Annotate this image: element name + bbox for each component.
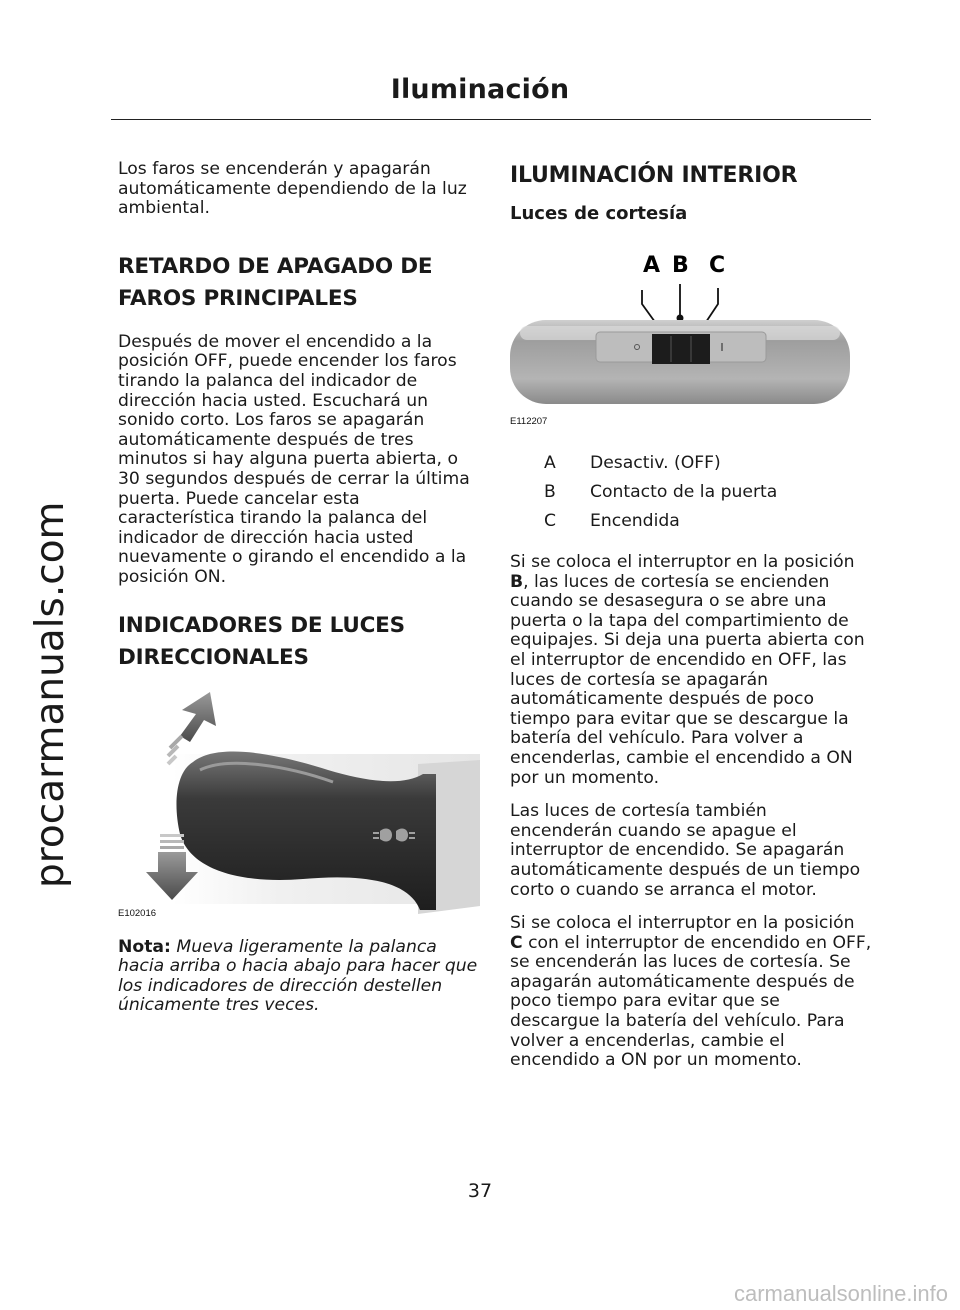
figure-label-c: C xyxy=(709,253,726,278)
figure-code: E102016 xyxy=(118,907,157,919)
legend-key: C xyxy=(544,511,557,531)
figure-label-b: B xyxy=(672,253,689,278)
courtesy-light-figure xyxy=(510,234,872,427)
legend-key: A xyxy=(544,453,556,473)
turn-signal-lever-figure xyxy=(118,674,480,924)
arrow-up-icon xyxy=(168,692,216,764)
retardo-paragraph: Después de mover el encendido a la posición OFF, puede encender los faros tirando la palanca del indicador de dirección hacia usted. Escuchará un sonido corto. Los faros se apagarán automáticamente después de tres minutos si hay alguna puerta abierta, o 30 segundos después de cerrar la última puerta. Puede cancelar esta característica tirando la palanca del indicador de dirección hacia usted nuevamente o girando el encendido a la posición ON. xyxy=(118,331,470,587)
heading-indicadores-line1: INDICADORES DE LUCES xyxy=(118,612,405,638)
legend-row xyxy=(510,454,872,483)
p1-post: , las luces de cortesía se encienden cuando se desasegura o se abre una puerta o la tapa del compartimiento de equipajes. Si deja una puerta abierta con el interruptor de encendido en OFF, las luces de cortesía se apagarán automáticamente después de poco tiempo para evitar que se descargue la batería del vehículo. Para volver a encenderlas, cambie el encendido a ON por un momento. xyxy=(510,571,865,788)
legend-value: Encendida xyxy=(590,511,680,531)
p3-pre: Si se coloca el interruptor en la posición xyxy=(510,913,855,934)
footer-watermark: carmanualsonline.info xyxy=(733,1281,948,1306)
legend-value: Desactiv. (OFF) xyxy=(590,453,721,473)
legend-key: B xyxy=(544,482,556,502)
p3-post: con el interruptor de encendido en OFF, se encenderán las luces de cortesía. Se apagarán automáticamente después de poco tiempo para evitar que se descargue la batería del vehículo. Para volver a encenderlas, cambie el encendido a ON por un momento. xyxy=(510,932,872,1071)
switch-b-paragraph xyxy=(510,553,872,788)
p1-pre: Si se coloca el interruptor en la posición xyxy=(510,552,855,572)
figure-label-a: A xyxy=(643,253,661,278)
side-watermark: procarmanuals.com xyxy=(28,501,73,888)
right-column xyxy=(510,160,872,1071)
legend-row xyxy=(510,512,872,541)
note-text: Mueva ligeramente la palanca hacia arriba o hacia abajo para hacer que los indicadores de dirección destellen únicamente tres veces. xyxy=(118,936,478,1016)
engine-off-paragraph: Las luces de cortesía también encenderán cuando se apague el interruptor de encendido. Se apagarán automáticamente después de un tiempo corto o cuando se arranca el motor. xyxy=(510,801,861,900)
heading-indicadores-line2: DIRECCIONALES xyxy=(118,644,309,670)
intro-paragraph: Los faros se encenderán y apagarán automáticamente dependiendo de la luz ambiental. xyxy=(118,159,467,219)
left-column xyxy=(118,160,480,1016)
note-paragraph xyxy=(118,938,480,1016)
switch-c-paragraph xyxy=(510,914,872,1071)
legend-row xyxy=(510,483,872,512)
heading-iluminacion-interior: ILUMINACIÓN INTERIOR xyxy=(510,163,798,188)
note-label: Nota: xyxy=(118,936,171,957)
turn-signal-lever-illustration xyxy=(118,674,480,924)
heading-retardo-line2: FAROS PRINCIPALES xyxy=(118,285,358,311)
p1-bold: B xyxy=(510,571,524,592)
p3-bold: C xyxy=(510,932,523,953)
courtesy-light-illustration xyxy=(510,234,872,424)
page-title: Iluminación xyxy=(390,74,570,105)
heading-luces-cortesia: Luces de cortesía xyxy=(510,203,688,224)
page-number: 37 xyxy=(467,1180,493,1202)
legend-value: Contacto de la puerta xyxy=(590,482,778,502)
header-divider xyxy=(111,119,871,120)
figure-code-2: E112207 xyxy=(510,416,548,427)
heading-retardo-line1: RETARDO DE APAGADO DE xyxy=(118,253,433,279)
figure-legend xyxy=(510,454,872,541)
